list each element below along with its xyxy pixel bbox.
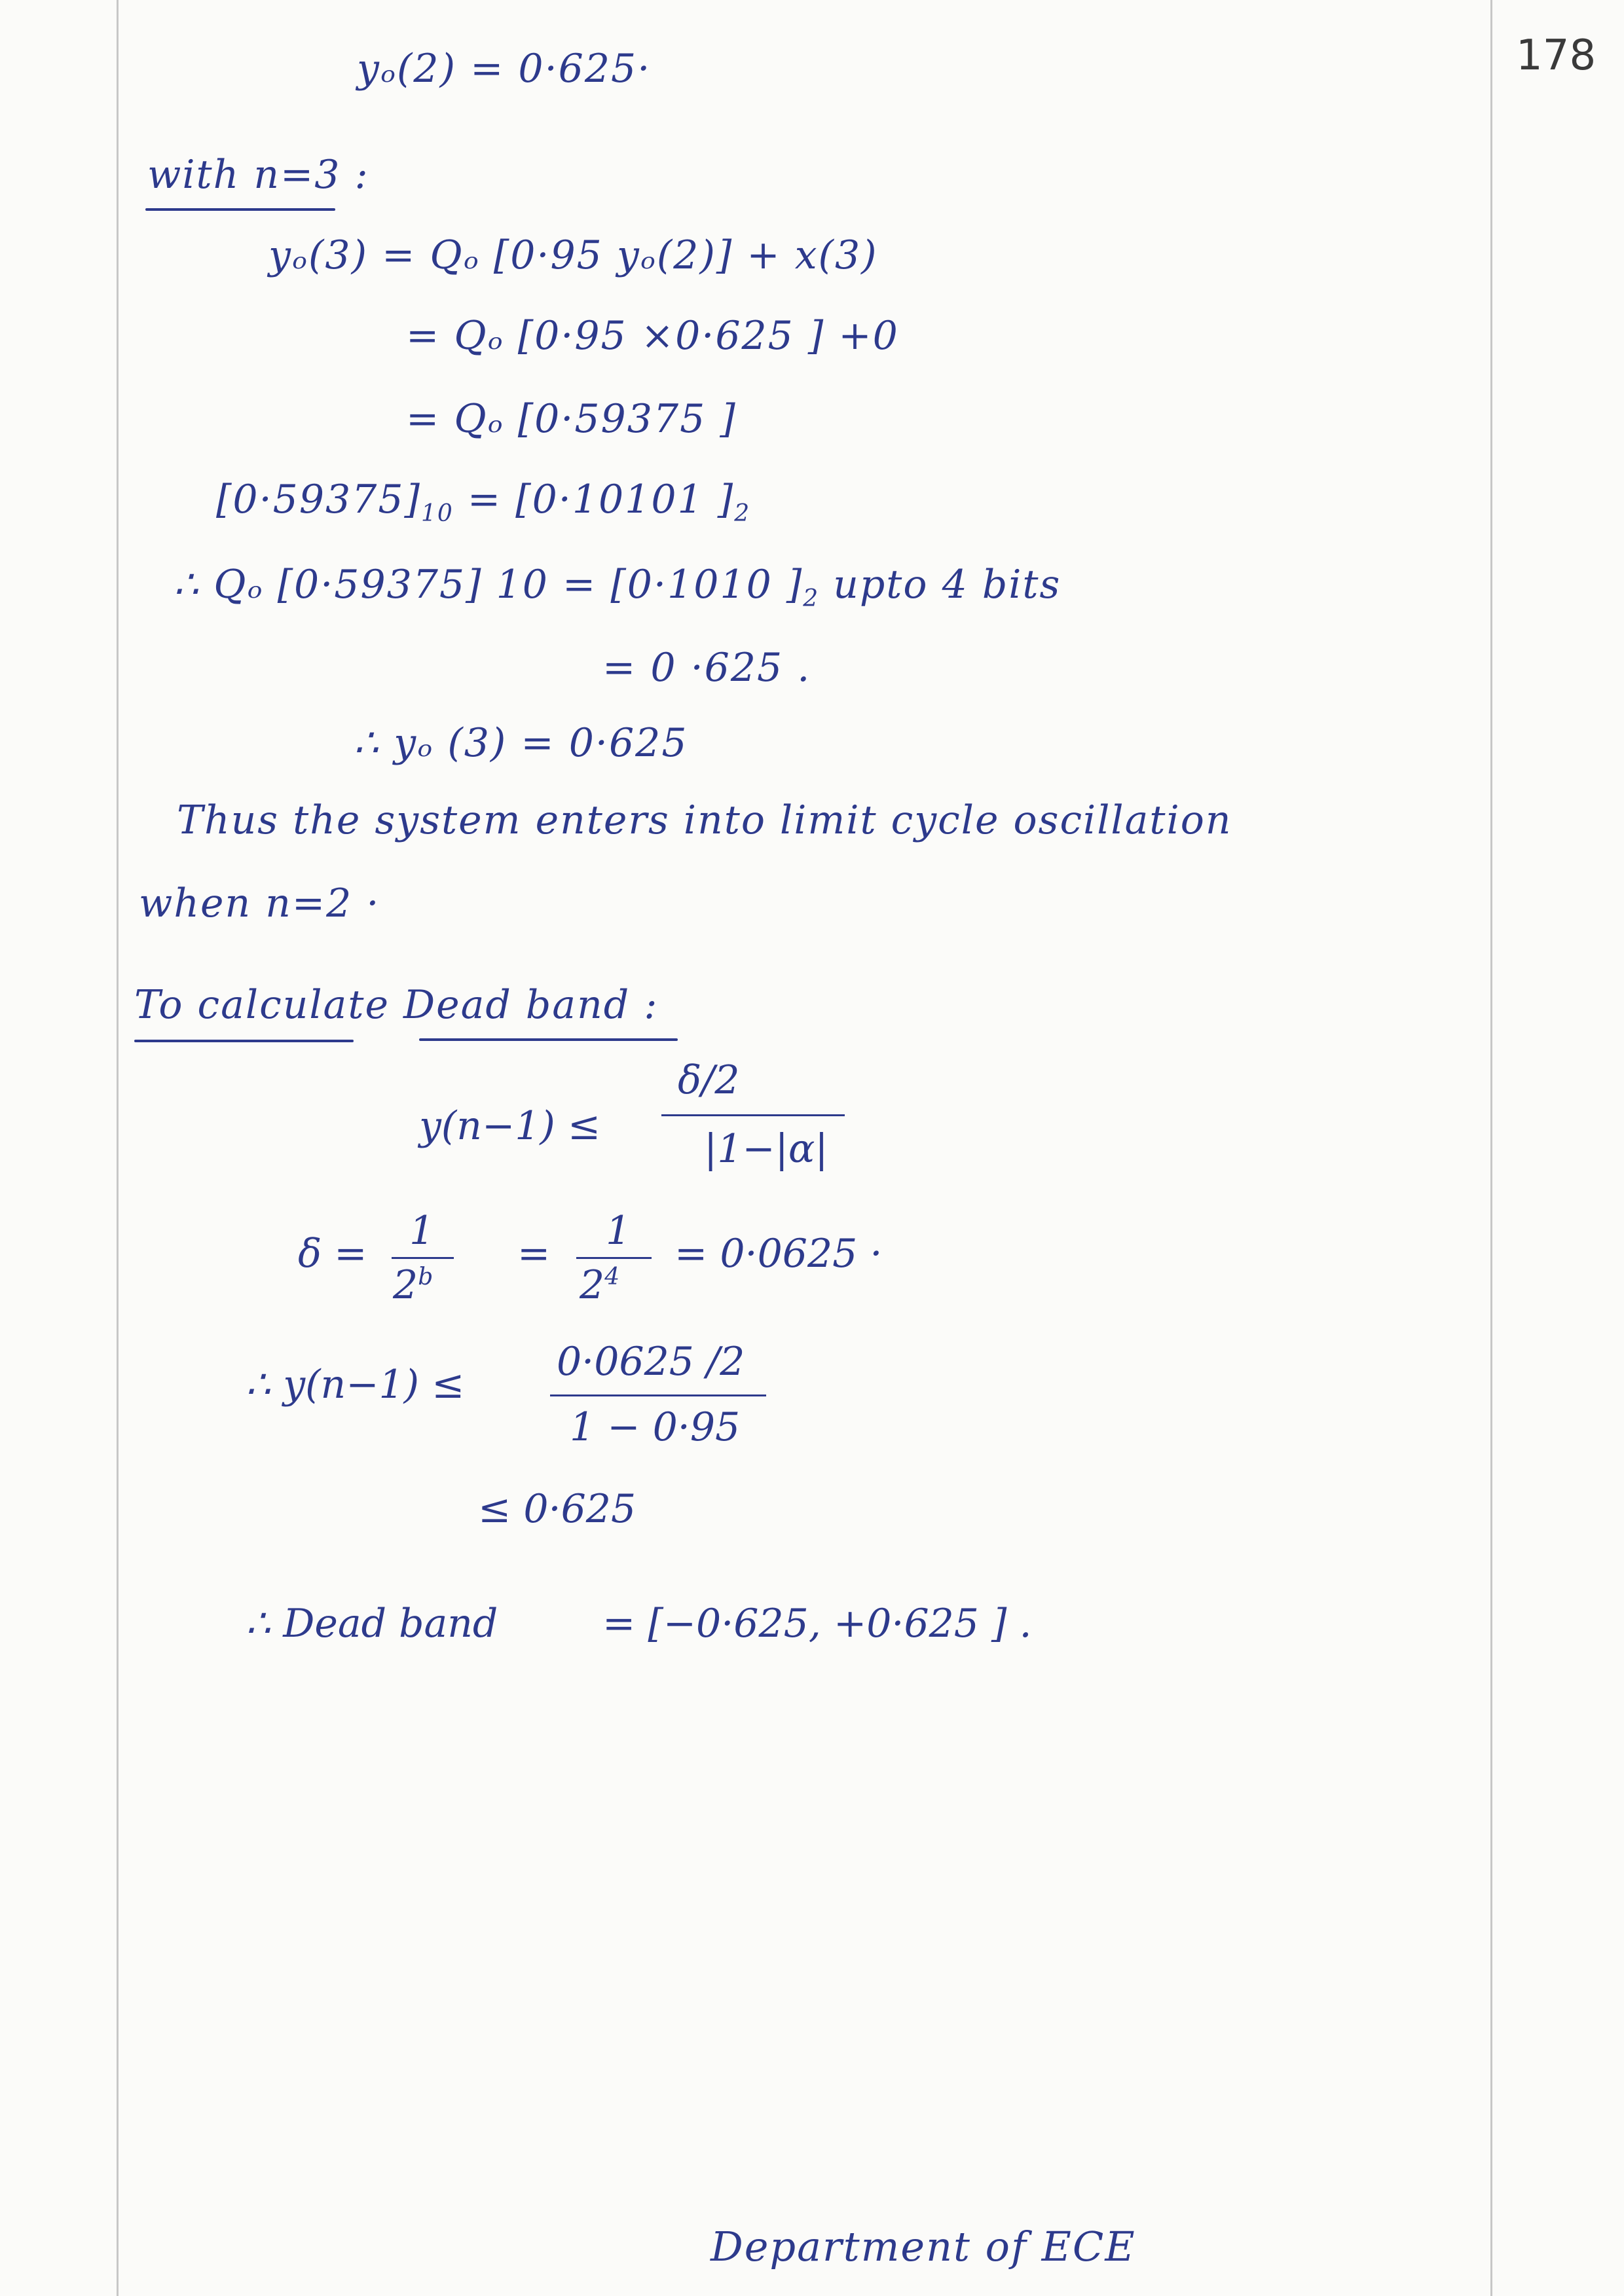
fraction-bar — [550, 1394, 766, 1396]
heading-underline-1 — [134, 1040, 354, 1042]
delta-label: δ = — [298, 1231, 367, 1277]
equals-sign: = — [517, 1231, 551, 1277]
fraction-bar — [392, 1257, 454, 1259]
dead-band-range: = [−0·625, +0·625 ] . — [602, 1601, 1032, 1647]
equation-yr2: yₒ(2) = 0·625· — [357, 46, 652, 92]
exponent-b: b — [418, 1264, 434, 1290]
heading-with-n3: with n=3 : — [147, 152, 369, 198]
deadband-formula-denominator: |1−|α| — [704, 1126, 828, 1172]
binary-conversion — [216, 477, 750, 527]
base-2-subscript: 2 — [803, 585, 820, 612]
delta-denominator-2 — [580, 1262, 619, 1308]
heading-underline — [145, 208, 335, 211]
base-10: 10 — [420, 500, 454, 527]
binary-value: = [0·10101 ] — [467, 477, 735, 522]
heading-underline-2 — [419, 1038, 678, 1041]
right-margin-line — [1490, 0, 1492, 2296]
page-number: 178 — [1516, 31, 1596, 80]
quantized-binary: ∴ Qₒ [0·59375] 10 = [0·1010 ] — [174, 562, 803, 608]
fraction-bar — [661, 1114, 845, 1116]
page-footer: Department of ECE — [710, 2223, 1136, 2270]
upto-4-bits: upto 4 bits — [833, 562, 1061, 608]
left-margin-line — [117, 0, 119, 2296]
equation-yr3: yₒ(3) = Qₒ [0·95 yₒ(2)] + x(3) — [268, 232, 878, 278]
delta-denominator-1 — [393, 1262, 433, 1308]
heading-dead-band: To calculate Dead band : — [134, 982, 659, 1028]
delta-numerator-2: 1 — [606, 1208, 631, 1254]
result-yr3: ∴ yₒ (3) = 0·625 — [354, 720, 688, 766]
decimal-value: [0·59375] — [216, 477, 421, 522]
conclusion-line-2: when n=2 · — [139, 881, 380, 926]
base-two: 2 — [393, 1262, 418, 1308]
equation-step-1: = Qₒ [0·95 ×0·625 ] +0 — [406, 313, 899, 359]
quantized-decimal: = 0 ·625 . — [602, 645, 811, 691]
deadband-formula-numerator: δ/2 — [678, 1057, 740, 1103]
dead-band-label: ∴ Dead band — [246, 1601, 498, 1647]
deadband-formula-left: y(n−1) ≤ — [419, 1103, 601, 1149]
base-2: 2 — [734, 500, 751, 527]
delta-result: = 0·0625 · — [674, 1231, 883, 1277]
deadband-bound-left: ∴ y(n−1) ≤ — [246, 1362, 465, 1408]
deadband-bound-denominator: 1 − 0·95 — [570, 1404, 741, 1450]
quantization-line — [174, 562, 1061, 612]
delta-numerator-1: 1 — [409, 1208, 435, 1254]
exponent-4: 4 — [604, 1264, 620, 1290]
equation-step-2: = Qₒ [0·59375 ] — [406, 396, 737, 442]
deadband-bound-result: ≤ 0·625 — [478, 1486, 637, 1532]
conclusion-line-1: Thus the system enters into limit cycle oscillation — [177, 797, 1232, 843]
deadband-bound-numerator: 0·0625 /2 — [557, 1339, 745, 1385]
base-two: 2 — [580, 1262, 605, 1308]
fraction-bar — [576, 1257, 652, 1259]
